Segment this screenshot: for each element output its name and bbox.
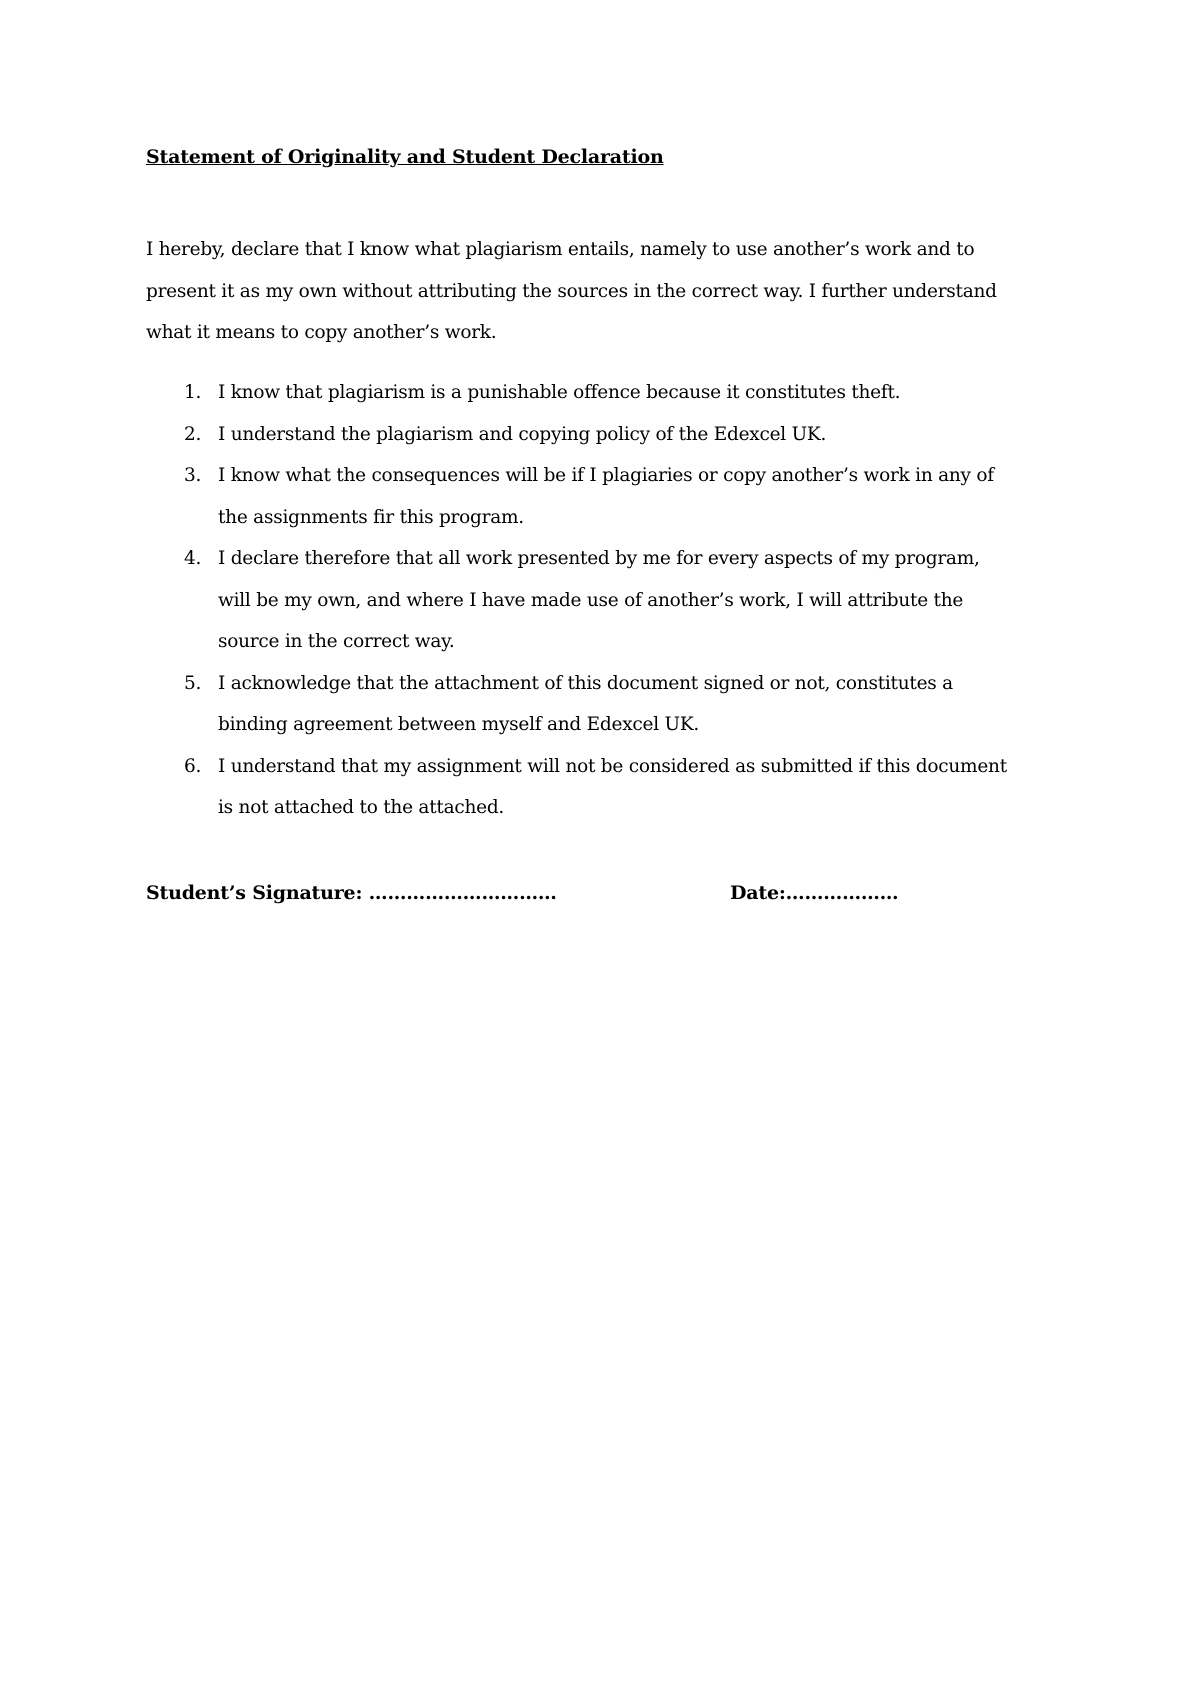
list-item-text: the assignments fir this program.	[218, 506, 524, 528]
list-item-text: source in the correct way.	[218, 631, 455, 652]
list-item-text: I understand that my assignment will not be considered as submitted if this document	[218, 755, 1007, 777]
intro-paragraph	[146, 229, 1046, 354]
signature-label: Student’s Signature: …………………………	[146, 882, 557, 904]
intro-line: present it as my own without attributing the sources in the correct way. I further understand	[146, 280, 997, 302]
document-title: Statement of Originality and Student Declaration	[146, 146, 664, 168]
declaration-list	[146, 372, 1046, 829]
list-item-text: will be my own, and where I have made use of another’s work, I will attribute the	[218, 589, 964, 611]
list-item-number: 3.	[184, 465, 202, 486]
list-item-text: I know that plagiarism is a punishable offence because it constitutes theft.	[218, 382, 901, 403]
date-label: Date:………………	[730, 882, 899, 904]
list-item-number: 1.	[184, 382, 202, 403]
list-item-number: 5.	[184, 672, 202, 694]
list-item	[146, 455, 1046, 538]
list-item-text: I acknowledge that the attachment of this document signed or not, constitutes a	[218, 672, 953, 694]
list-item-text: I understand the plagiarism and copying policy of the Edexcel UK.	[218, 423, 827, 445]
list-item	[146, 538, 1046, 663]
list-item-text: I declare therefore that all work presented by me for every aspects of my program,	[218, 548, 980, 569]
list-item-number: 4.	[184, 548, 202, 569]
list-item-text: is not attached to the attached.	[218, 797, 505, 818]
list-item-number: 6.	[184, 755, 202, 777]
list-item-text: I know what the consequences will be if I plagiaries or copy another’s work in any of	[218, 465, 994, 486]
list-item	[146, 663, 1046, 746]
intro-line: what it means to copy another’s work.	[146, 322, 497, 343]
list-item-text: binding agreement between myself and Edexcel UK.	[218, 714, 700, 735]
list-item	[146, 414, 1046, 456]
list-item	[146, 746, 1046, 829]
intro-line: I hereby, declare that I know what plagiarism entails, namely to use another’s work and to	[146, 239, 975, 260]
list-item	[146, 372, 1046, 414]
list-item-number: 2.	[184, 423, 202, 445]
